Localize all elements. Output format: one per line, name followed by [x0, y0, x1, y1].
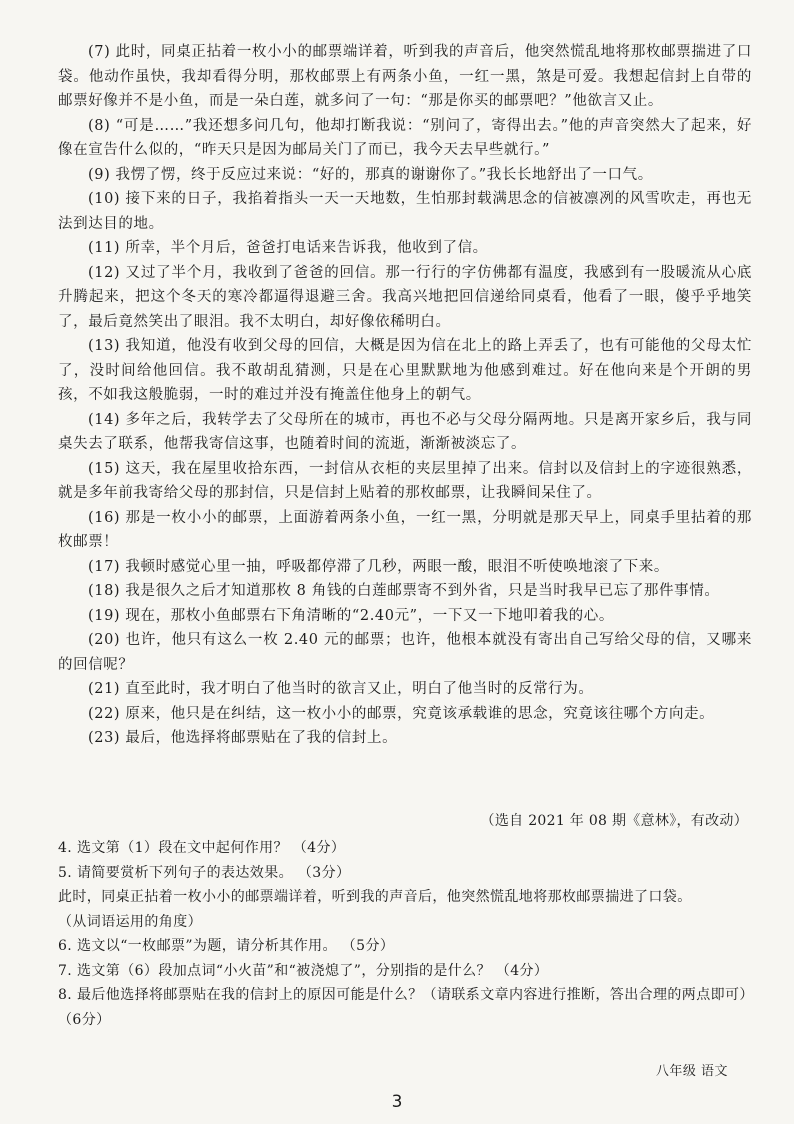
source-citation: （选自 2021 年 08 期《意林》，有改动） [480, 813, 748, 829]
question-list [58, 836, 758, 1032]
paragraph-16: (16) 那是一枚小小的邮票，上面游着两条小鱼，一红一黑，分明就是那天早上，同桌手里拈着的那枚邮票！ [58, 509, 752, 550]
question-7: 7. 选文第（6）段加点词“小火苗”和“被浇熄了”，分别指的是什么？ （4分） [58, 962, 549, 979]
paragraph-17: (17) 我顿时感觉心里一抽，呼吸都停滞了几秒，两眼一酸，眼泪不听使唤地滚了下来。 [88, 558, 669, 575]
question-8: 8. 最后他选择将邮票贴在我的信封上的原因可能是什么？（请联系文章内容进行推断，答出合理的两点即可）（6分） [58, 987, 754, 1028]
paragraph-14: (14) 多年之后，我转学去了父母所在的城市，再也不必与父母分隔两地。只是离开家乡后，我与同桌失去了联系，他帮我寄信这事，也随着时间的流逝，渐渐被淡忘了。 [58, 411, 752, 452]
paragraph-15: (15) 这天，我在屋里收拾东西，一封信从衣柜的夹层里掉了出来。信封以及信封上的字迹很熟悉，就是多年前我寄给父母的那封信，只是信封上贴着的那枚邮票，让我瞬间呆住了。 [58, 460, 752, 501]
paragraph-21: (21) 直至此时，我才明白了他当时的欲言又止，明白了他当时的反常行为。 [88, 681, 594, 697]
paragraph-13: (13) 我知道，他没有收到父母的回信，大概是因为信在北上的路上弄丢了，也有可能他的父母太忙了，没时间给他回信。我不敢胡乱猜测，只是在心里默默地为他感到难过。好在他向来是个开朗的男孩，不如我这般脆弱，一时的难过并没有掩盖住他身上的朝气。 [58, 338, 752, 403]
grade-subject-label: 八年级 语文 [655, 1064, 728, 1079]
paragraph-8: (8) “可是……”我还想多问几句，他却打断我说：“别问了，寄得出去。”他的声音突然大了起来，好像在宣告什么似的，“昨天只是因为邮局关门了而已，我今天去早些就行。” [58, 117, 752, 158]
paragraph-22: (22) 原来，他只是在纠结，这一枚小小的邮票，究竟该承载谁的思念，究竟该往哪个方向走。 [88, 705, 715, 722]
question-5-hint: （从词语运用的角度） [58, 913, 202, 930]
question-5: 5. 请简要赏析下列句子的表达效果。 （3分） [58, 864, 351, 881]
question-5-quoted-sentence: 此时，同桌正拈着一枚小小的邮票端详着，听到我的声音后，他突然慌乱地将那枚邮票揣进了口袋。 [58, 889, 692, 905]
paragraph-9: (9) 我愣了愣，终于反应过来说：“好的，那真的谢谢你了。”我长长地舒出了一口气。 [88, 166, 653, 183]
paragraph-20: (20) 也许，他只有这么一枚 2.40 元的邮票；也许，他根本就没有寄出自己写给父母的信，又哪来的回信呢？ [58, 632, 752, 673]
paragraph-10: (10) 接下来的日子，我掐着指头一天一天地数，生怕那封载满思念的信被凛冽的风雪吹走，再也无法到达目的地。 [58, 191, 752, 232]
question-6: 6. 选文以“一枚邮票”为题，请分析其作用。 （5分） [58, 938, 395, 954]
paragraph-12: (12) 又过了半个月，我收到了爸爸的回信。那一行行的字仿佛都有温度，我感到有一股暖流从心底升腾起来，把这个冬天的寒冷都逼得退避三舍。我高兴地把回信递给同桌看，他看了一眼，傻乎乎地笑了，最后竟然笑出了眼泪。我不太明白，却好像依稀明白。 [58, 264, 752, 330]
paragraph-11: (11) 所幸，半个月后，爸爸打电话来告诉我，他收到了信。 [88, 240, 488, 256]
question-4: 4. 选文第（1）段在文中起何作用？ （4分） [58, 840, 346, 856]
paragraph-7: (7) 此时，同桌正拈着一枚小小的邮票端详着，听到我的声音后，他突然慌乱地将那枚邮票揣进了口袋。他动作虽快，我却看得分明，那枚邮票上有两条小鱼，一红一黑，煞是可爱。我想起信封上自带的邮票好像并不是小鱼，而是一朵白莲，就多问了一句：“那是你买的邮票吧？”他欲言又止。 [58, 44, 752, 109]
paragraph-18: (18) 我是很久之后才知道那枚 8 角钱的白莲邮票寄不到外省，只是当时我早已忘了那件事情。 [88, 583, 720, 599]
paragraph-19: (19) 现在，那枚小鱼邮票右下角清晰的“2.40元”，一下又一下地叩着我的心。 [88, 607, 614, 624]
reading-passage [58, 40, 752, 751]
paragraph-23: (23) 最后，他选择将邮票贴在了我的信封上。 [88, 730, 398, 746]
page-number: 3 [391, 1092, 403, 1112]
